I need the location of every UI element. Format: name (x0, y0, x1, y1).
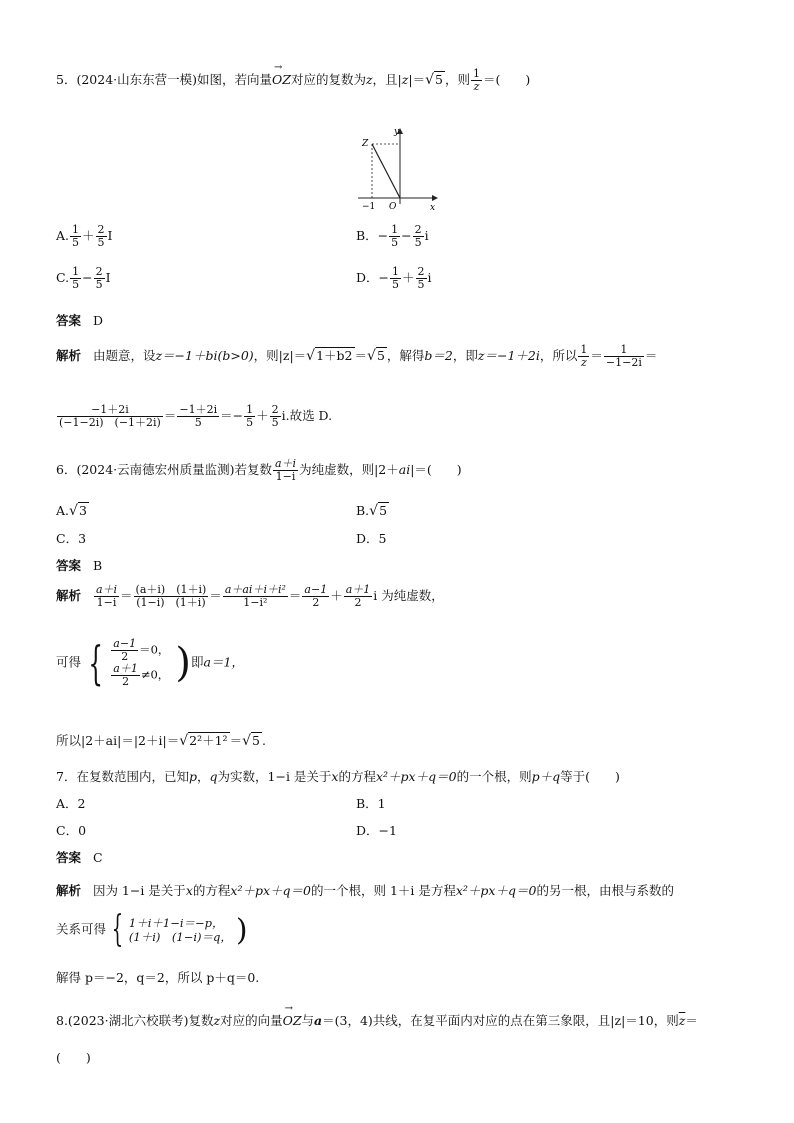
q7-analysis-system: 关系可得 { 1＋i＋1−i＝−p， (1＋i) (1−i)＝q， ) (56, 909, 248, 950)
q5-option-b[interactable]: B．− $\frac{1}{5}$ − $\frac{2}{5}$ i (356, 223, 429, 250)
vector-oz-q8: → OZ (282, 1003, 302, 1028)
q5-option-a[interactable]: A. $\frac{1}{5}$ ＋ $\frac{2}{5}$ I (56, 223, 113, 250)
q7-option-a[interactable]: A．2 (56, 796, 86, 811)
fraction-1-over-z: $\frac{1}{z}$ (472, 67, 480, 94)
q7-option-d[interactable]: D．−1 (356, 823, 397, 838)
q6-option-d[interactable]: D．5 (356, 531, 387, 546)
q6-answer: 答案 B (56, 558, 103, 573)
point-z-label: Z (362, 139, 369, 149)
x-axis-arrow (432, 195, 438, 201)
q7-stem: 7．在复数范围内，已知p，q为实数，1−i 是关于x的方程x²＋px＋q＝0的一个根，则p＋q等于( ) (56, 769, 620, 784)
q5-answer: 答案 D (56, 313, 103, 328)
q7-option-c[interactable]: C．0 (56, 823, 87, 838)
neg-one-label: −1 (362, 202, 376, 212)
y-axis-label: y (394, 127, 400, 137)
q6-stem: 6．(2024·云南德宏州质量监测)若复数 $\frac{a+i}{1-i}$ 为纯虚数，则|2＋ai|＝( ) (56, 457, 462, 484)
q6-option-a[interactable]: A.√3 (56, 503, 87, 519)
complex-plane-figure (356, 124, 440, 214)
q5-stem: 5．(2024·山东东营一模)如图，若向量 → OZ对应的复数为z，且|z|＝√5 ，则 $\frac{1}{z}$ ＝( ) (56, 62, 531, 94)
q8-blank[interactable]: ( ) (56, 1050, 91, 1065)
q7-analysis-result: 解得 p＝−2，q＝2，所以 p＋q＝0. (56, 970, 260, 985)
q6-analysis-line1: 解析 $\frac{a+i}{1-i}$ ＝ $\frac{(a+i) (1+i)}{(1-i) (1+i)}$ ＝ $\frac{\text{a＋ai＋i＋i²}}{\text{1−i²}}$ ＝ $\frac{a-1}{2}$ ＋ $\frac{a+1}{2}$ i 为纯虚数， (56, 583, 444, 610)
q5-option-d[interactable]: D．− $\frac{1}{5}$ ＋ $\frac{2}{5}$ i (356, 265, 432, 292)
q5-option-c[interactable]: C. $\frac{1}{5}$ − $\frac{2}{5}$ I (56, 265, 111, 292)
q6-analysis-final: 所以|2＋ai|＝|2＋i|＝√2²＋1² ＝√5 . (56, 733, 266, 749)
q6-option-b[interactable]: B.√5 (356, 503, 388, 519)
x-axis-label: x (430, 203, 436, 213)
q5-analysis-line1: 解析 由题意，设z＝−1＋bi(b>0)，则|z|＝√1＋b2 ＝√5 ，解得b＝2，即z＝−1＋2i，所以 $\frac{1}{z}$ ＝ $\frac{1}{-1-2i}$ ＝ (56, 343, 658, 370)
q7-answer: 答案 C (56, 850, 103, 865)
q5-analysis-line2: $\frac{-1+2i}{(-1-2i) (-1+2i)}$ ＝ $\frac{-1+2i}{5}$ ＝− $\frac{1}{5}$ ＋ $\frac{2}{5}$ i.故选 D. (59, 403, 333, 430)
q6-analysis-system: 可得 { $\frac{a-1}{2}$ ＝0， $\frac{a+1}{2}$ ≠0， )即a＝1， (56, 636, 244, 691)
origin-label: O (389, 202, 397, 212)
q7-analysis-line1: 解析 因为 1−i 是关于x的方程x²＋px＋q＝0的一个根，则 1＋i 是方程x²＋px＋q＝0的另一根，由根与系数的 (56, 883, 674, 898)
vector-oz-line (372, 144, 400, 198)
vector-oz: → OZ (272, 62, 291, 88)
q7-option-b[interactable]: B．1 (356, 796, 386, 811)
q8-stem: 8.(2023·湖北六校联考)复数z对应的向量 → OZ与a＝(3，4)共线，在复平面内对应的点在第三象限，且|z|＝10，则$\overline{z}=$ (56, 1003, 698, 1028)
q6-option-c[interactable]: C．3 (56, 531, 87, 546)
